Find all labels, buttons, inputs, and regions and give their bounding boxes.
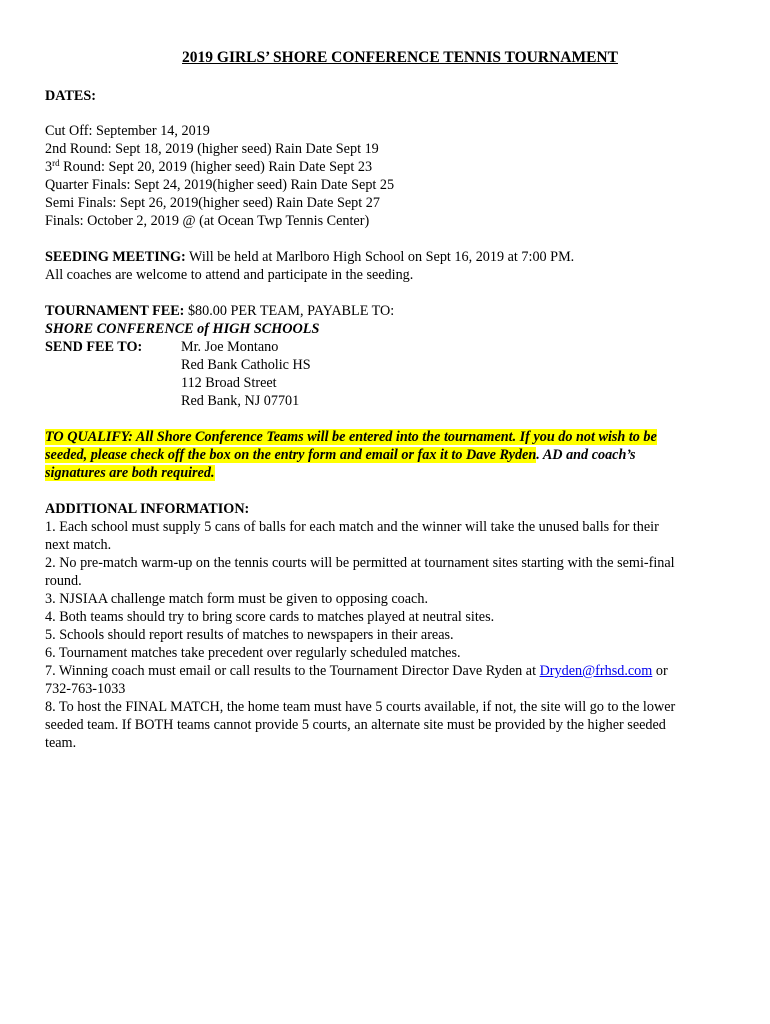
additional-info-heading: ADDITIONAL INFORMATION: <box>45 501 250 517</box>
send-fee-name: Mr. Joe Montano <box>181 339 279 355</box>
qualify-section <box>45 428 735 482</box>
fee-line <box>45 302 735 320</box>
info-item-8c: team. <box>45 735 77 751</box>
send-fee-label: SEND FEE TO: <box>45 339 143 355</box>
document-page <box>45 48 735 752</box>
third-round-text: Round: Sept 20, 2019 (higher seed) Rain Date Sept 23 <box>59 159 373 175</box>
send-fee-address <box>181 338 311 410</box>
info-item-3: 3. NJSIAA challenge match form must be given to opposing coach. <box>45 591 428 607</box>
qualify-text-1: TO QUALIFY: All Shore Conference Teams will be entered into the tournament. If you do not wish to be <box>45 429 657 445</box>
qualify-text-2b: . AD and coach’s <box>536 447 636 463</box>
send-fee-section <box>45 338 735 410</box>
send-fee-school: Red Bank Catholic HS <box>181 357 311 373</box>
seeding-section <box>45 248 735 284</box>
qualify-text-2a: seeded, please check off the box on the entry form and email or fax it to Dave Ryden <box>45 447 537 463</box>
director-email-link[interactable]: Dryden@frhsd.com <box>539 663 653 679</box>
info-item-7b: 732-763-1033 <box>45 681 126 697</box>
send-fee-street: 112 Broad Street <box>181 375 277 391</box>
info-item-8b: seeded team. If BOTH teams cannot provide 5 courts, an alternate site must be provided by the higher seeded <box>45 717 666 733</box>
finals-date: Finals: October 2, 2019 @ (at Ocean Twp Tennis Center) <box>45 213 370 229</box>
qualify-text-3: signatures are both required. <box>45 465 215 481</box>
fee-label: TOURNAMENT FEE: <box>45 303 185 319</box>
info-item-7-or: or <box>652 663 668 679</box>
quarter-finals-date: Quarter Finals: Sept 24, 2019(higher seed) Rain Date Sept 25 <box>45 177 395 193</box>
document-title: 2019 GIRLS’ SHORE CONFERENCE TENNIS TOURNAMENT <box>182 49 618 66</box>
second-round-date: 2nd Round: Sept 18, 2019 (higher seed) Rain Date Sept 19 <box>45 141 379 157</box>
info-item-1a: 1. Each school must supply 5 cans of balls for each match and the winner will take the unused balls for their <box>45 519 659 535</box>
info-item-8a: 8. To host the FINAL MATCH, the home team must have 5 courts available, if not, the site will go to the lower <box>45 699 676 715</box>
fee-section <box>45 302 735 338</box>
cutoff-date: Cut Off: September 14, 2019 <box>45 123 210 139</box>
seeding-line <box>45 248 735 266</box>
third-round-date <box>45 158 735 176</box>
info-item-4: 4. Both teams should try to bring score cards to matches played at neutral sites. <box>45 609 495 625</box>
send-fee-city: Red Bank, NJ 07701 <box>181 393 300 409</box>
info-item-6: 6. Tournament matches take precedent over regularly scheduled matches. <box>45 645 461 661</box>
dates-heading: DATES: <box>45 88 96 104</box>
qualify-line-2 <box>45 446 735 464</box>
info-item-2a: 2. No pre-match warm-up on the tennis courts will be permitted at tournament sites starting with the semi-final <box>45 555 675 571</box>
seeding-label: SEEDING MEETING: <box>45 249 186 265</box>
qualify-line-3 <box>45 464 735 482</box>
qualify-line-1 <box>45 428 735 446</box>
dates-section <box>45 87 735 230</box>
third-round-suffix: rd <box>52 158 60 168</box>
fee-payee: SHORE CONFERENCE of HIGH SCHOOLS <box>45 321 320 337</box>
semi-finals-date: Semi Finals: Sept 26, 2019(higher seed) Rain Date Sept 27 <box>45 195 380 211</box>
seeding-text: Will be held at Marlboro High School on Sept 16, 2019 at 7:00 PM. <box>185 249 575 265</box>
info-item-7a <box>45 662 735 680</box>
additional-info-section <box>45 500 735 752</box>
seeding-line-2: All coaches are welcome to attend and participate in the seeding. <box>45 267 414 283</box>
info-item-1b: next match. <box>45 537 112 553</box>
third-round-number: 3 <box>45 159 53 175</box>
info-item-5: 5. Schools should report results of matches to newspapers in their areas. <box>45 627 454 643</box>
info-item-2b: round. <box>45 573 82 589</box>
info-item-7-text: 7. Winning coach must email or call results to the Tournament Director Dave Ryden at <box>45 663 540 679</box>
fee-text: $80.00 PER TEAM, PAYABLE TO: <box>184 303 395 319</box>
